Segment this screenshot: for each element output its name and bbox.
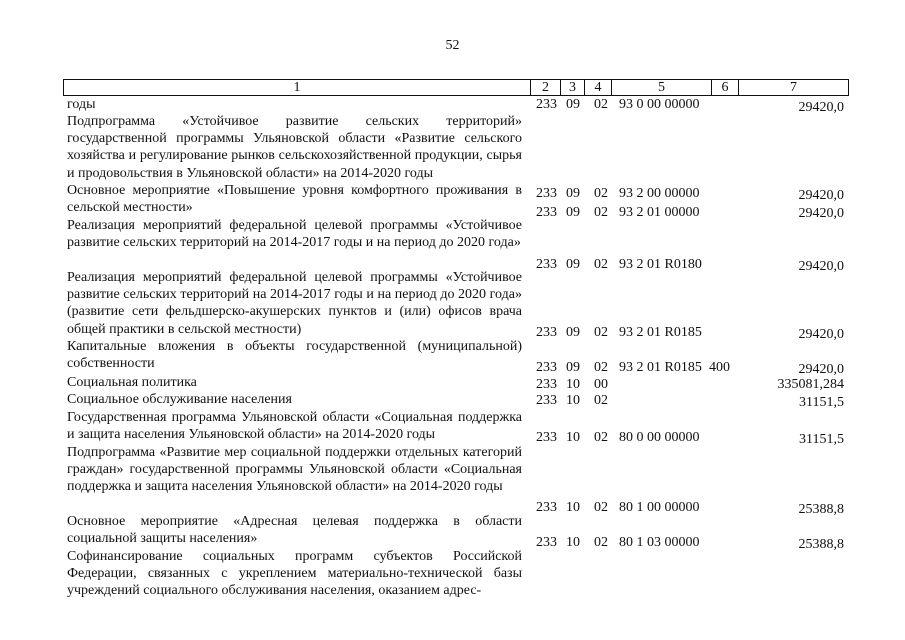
row-col-5: 93 0 00 00000 (619, 97, 700, 112)
table-header (63, 79, 849, 96)
row-col-5: 93 2 01 R0185 (619, 325, 702, 340)
row-col-7: 25388,8 (798, 502, 844, 517)
row-col-7: 29420,0 (798, 362, 844, 377)
row-col-3: 10 (566, 393, 580, 408)
row-col-6: 400 (709, 360, 730, 375)
header-col-6: 6 (711, 80, 738, 95)
row-col-7: 31151,5 (799, 395, 844, 410)
row-col-5: 80 0 00 00000 (619, 430, 700, 445)
row-col-5: 93 2 00 00000 (619, 186, 700, 201)
row-col-2: 233 (536, 500, 557, 515)
row-col-7: 29420,0 (798, 327, 844, 342)
row-col-2: 233 (536, 535, 557, 550)
row-description: Подпрограмма «Развитие мер социальной поддержки отдельных категорий граждан» государственной программы Ульяновской области «Социальная поддержка и защита населения Ульяновской области» на 2014-2020 годы (67, 445, 522, 495)
row-col-7: 29420,0 (798, 206, 844, 221)
row-col-5: 93 2 01 R0185 (619, 360, 702, 375)
row-col-3: 09 (566, 186, 580, 201)
header-col-5: 5 (611, 80, 711, 95)
row-col-2: 233 (536, 430, 557, 445)
row-col-4: 02 (594, 257, 608, 272)
row-col-2: 233 (536, 377, 557, 392)
row-col-5: 93 2 01 00000 (619, 205, 700, 220)
row-col-2: 233 (536, 186, 557, 201)
row-col-3: 10 (566, 500, 580, 515)
row-col-4: 02 (594, 325, 608, 340)
row-col-5: 80 1 00 00000 (619, 500, 700, 515)
row-col-3: 10 (566, 430, 580, 445)
row-description: Капитальные вложения в объекты государственной (муниципальной) собственности (67, 339, 522, 372)
row-col-4: 02 (594, 360, 608, 375)
row-description: Основное мероприятие «Адресная целевая поддержка в области социальной защиты населения» (67, 514, 522, 547)
row-description: Реализация мероприятий федеральной целевой программы «Устойчивое развитие сельских территорий на 2014-2017 годы и на период до 2020 года» (67, 218, 522, 251)
row-col-2: 233 (536, 205, 557, 220)
row-col-4: 02 (594, 535, 608, 550)
row-col-3: 09 (566, 205, 580, 220)
page-number: 52 (445, 38, 460, 53)
row-col-7: 29420,0 (798, 259, 844, 274)
row-col-7: 29420,0 (798, 100, 844, 115)
header-col-3: 3 (560, 80, 584, 95)
row-col-4: 02 (594, 393, 608, 408)
row-col-4: 00 (594, 377, 608, 392)
row-col-2: 233 (536, 360, 557, 375)
row-col-2: 233 (536, 97, 557, 112)
row-col-4: 02 (594, 186, 608, 201)
row-col-4: 02 (594, 430, 608, 445)
header-col-1: 1 (293, 80, 301, 95)
header-col-7: 7 (738, 80, 848, 95)
row-col-7: 31151,5 (799, 432, 844, 447)
row-description: годы (67, 97, 96, 112)
row-col-2: 233 (536, 257, 557, 272)
row-description: Подпрограмма «Устойчивое развитие сельских территорий» государственной программы Ульяновской области «Развитие сельского хозяйства и регулирование рынков сельскохозяйственной продукции, сырья и продовольствия в Ульяновской области» на 2014-2020 годы (67, 114, 522, 181)
row-col-7: 25388,8 (798, 537, 844, 552)
header-col-4: 4 (584, 80, 611, 95)
row-col-7: 29420,0 (798, 188, 844, 203)
row-col-2: 233 (536, 393, 557, 408)
row-description: Социальное обслуживание населения (67, 392, 292, 407)
row-col-4: 02 (594, 97, 608, 112)
row-description: Основное мероприятие «Повышение уровня комфортного проживания в сельской местности» (67, 183, 522, 216)
row-col-4: 02 (594, 500, 608, 515)
header-col-2: 2 (530, 80, 560, 95)
row-col-4: 02 (594, 205, 608, 220)
row-description: Реализация мероприятий федеральной целевой программы «Устойчивое развитие сельских территорий на 2014-2017 годы и на период до 2020 года» (развитие сети фельдшерско-акушерских пунктов и (или) офисов врача общей практики в сельской местности) (67, 270, 522, 337)
row-col-3: 09 (566, 360, 580, 375)
row-col-3: 09 (566, 257, 580, 272)
row-col-3: 09 (566, 97, 580, 112)
row-col-5: 80 1 03 00000 (619, 535, 700, 550)
row-description: Государственная программа Ульяновской области «Социальная поддержка и защита населения Ульяновской области» на 2014-2020 годы (67, 410, 522, 443)
row-description: Софинансирование социальных программ субъектов Российской Федерации, связанных с укреплением материально-технической базы учреждений социального обслуживания населения, оказанием адрес- (67, 549, 522, 599)
row-col-7: 335081,284 (777, 377, 844, 392)
row-col-3: 10 (566, 535, 580, 550)
row-col-2: 233 (536, 325, 557, 340)
row-description: Социальная политика (67, 375, 197, 390)
row-col-3: 09 (566, 325, 580, 340)
row-col-3: 10 (566, 377, 580, 392)
row-col-5: 93 2 01 R0180 (619, 257, 702, 272)
